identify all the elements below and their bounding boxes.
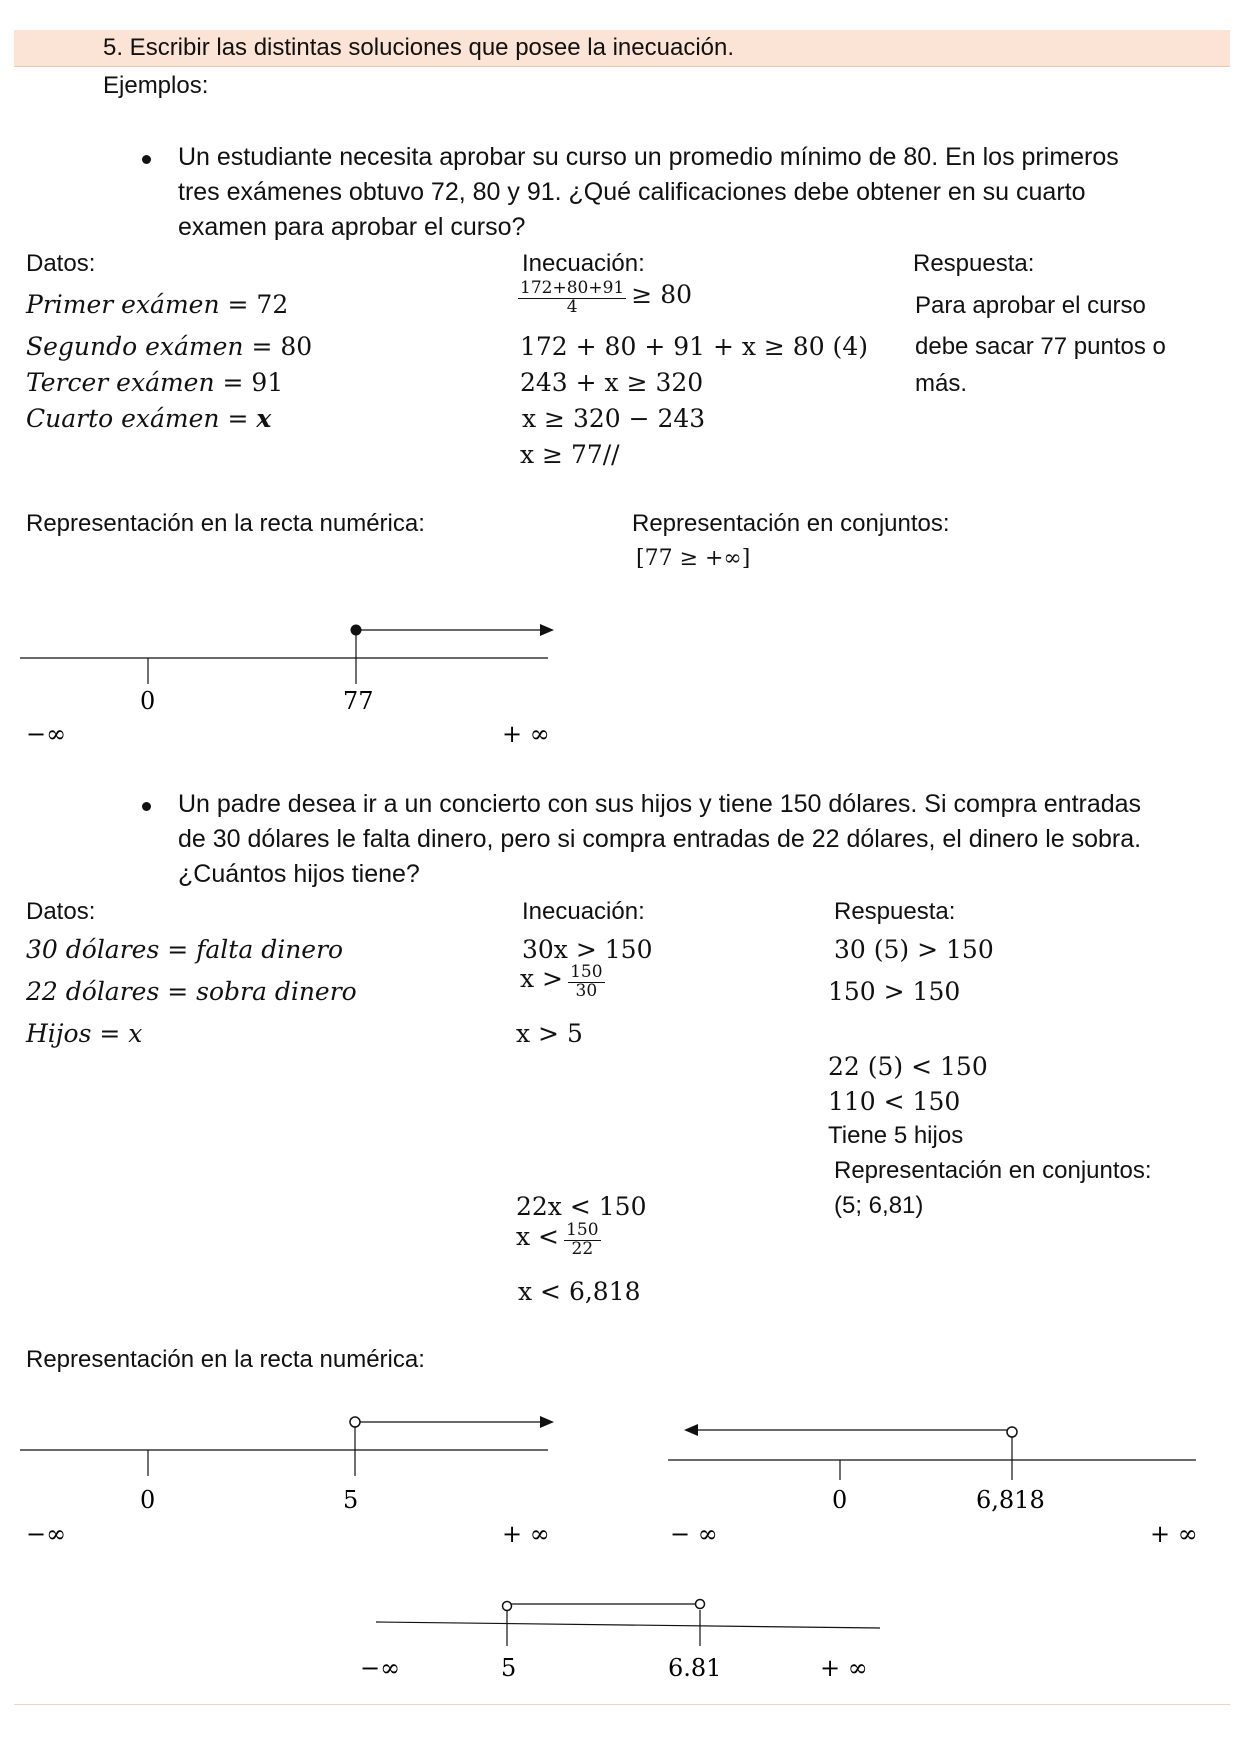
number-line-2b <box>660 1400 1220 1560</box>
line2c-open-dot-left <box>503 1602 512 1611</box>
respuesta2-label: Respuesta: <box>834 898 956 925</box>
dato2-hijos: Hijos = x <box>26 1019 143 1048</box>
conjuntos1-label: Representación en conjuntos: <box>632 510 950 537</box>
problem1-line2: tres exámenes obtuvo 72, 80 y 91. ¿Qué calificaciones debe obtener en su cuarto <box>178 178 1086 206</box>
bullet-1 <box>142 155 151 164</box>
conjuntos2-label: Representación en conjuntos: <box>834 1157 1152 1184</box>
respuesta1-line3: más. <box>915 370 968 397</box>
inecuacion2-ineq2: 22x < 150 <box>516 1192 647 1221</box>
line2a-pos-inf: + ∞ <box>502 1520 550 1548</box>
recta2-label: Representación en la recta numérica: <box>26 1346 425 1373</box>
check-3: 22 (5) < 150 <box>828 1052 988 1081</box>
line1-zero-label: 0 <box>140 687 156 715</box>
line2b-arrowhead <box>684 1424 698 1436</box>
datos1-label: Datos: <box>26 250 96 277</box>
line2c-open-dot-right <box>696 1600 705 1609</box>
footer-rule <box>14 1704 1230 1705</box>
check-4: 110 < 150 <box>828 1087 961 1116</box>
number-line-2a <box>0 1400 600 1560</box>
problem2-line2: de 30 dólares le falta dinero, pero si compra entradas de 22 dólares, el dinero le sobra. <box>178 825 1142 853</box>
answer-2: Tiene 5 hijos <box>828 1122 964 1149</box>
conjunto2-value: (5; 6,81) <box>834 1192 924 1219</box>
line2b-pos-inf: + ∞ <box>1150 1520 1198 1548</box>
conjunto1-value: [77 ≥ +∞] <box>636 546 751 571</box>
respuesta1-line2: debe sacar 77 puntos o <box>915 333 1166 360</box>
inecuacion1-step4: x ≥ 77// <box>520 440 620 469</box>
line2a-zero-label: 0 <box>140 1486 156 1514</box>
line2c-left-label: 5 <box>501 1654 517 1682</box>
respuesta1-label: Respuesta: <box>913 250 1035 277</box>
datos2-label: Datos: <box>26 898 96 925</box>
dato1-primer: Primer exámen = 72 <box>26 290 289 319</box>
line2c-axis <box>376 1622 880 1628</box>
inecuacion2-ineq1: 30x > 150 <box>522 935 653 964</box>
inecuacion1-step1: 172 + 80 + 91 + x ≥ 80 (4) <box>520 332 868 361</box>
line2a-point-label: 5 <box>343 1486 359 1514</box>
section-heading: 5. Escribir las distintas soluciones que posee la inecuación. <box>103 34 735 61</box>
examples-label: Ejemplos: <box>103 72 209 99</box>
dato1-segundo: Segundo exámen = 80 <box>26 332 313 361</box>
inecuacion1-fraction: $\frac{172+80+91}{4}$ ≥ 80 <box>520 278 693 317</box>
problem2-line3: ¿Cuántos hijos tiene? <box>178 860 420 888</box>
inecuacion1-step3: x ≥ 320 − 243 <box>522 404 706 433</box>
line1-closed-dot <box>351 625 362 636</box>
inecuacion2-result1: x > 5 <box>516 1019 583 1048</box>
line2b-neg-inf: − ∞ <box>670 1520 718 1548</box>
inecuacion2-result2: x < 6,818 <box>518 1277 641 1306</box>
line1-pos-inf: + ∞ <box>502 720 550 748</box>
line2a-arrowhead <box>540 1416 554 1428</box>
check-2: 150 > 150 <box>828 977 961 1006</box>
bullet-2 <box>142 802 151 811</box>
dato2-22: 22 dólares = sobra dinero <box>26 977 357 1006</box>
line1-point-label: 77 <box>343 687 374 715</box>
dato1-tercer: Tercer exámen = 91 <box>26 368 284 397</box>
dato2-30: 30 dólares = falta dinero <box>26 935 344 964</box>
inecuacion2-frac2: x < $\frac{150}{22}$ <box>516 1220 599 1259</box>
line2c-neg-inf: −∞ <box>360 1654 401 1682</box>
inecuacion2-label: Inecuación: <box>522 898 645 925</box>
dato1-cuarto: Cuarto exámen = x <box>26 404 272 433</box>
line2c-right-label: 6.81 <box>668 1654 722 1682</box>
inecuacion1-label: Inecuación: <box>522 250 645 277</box>
problem1-line1: Un estudiante necesita aprobar su curso un promedio mínimo de 80. En los primeros <box>178 143 1119 171</box>
line2c-pos-inf: + ∞ <box>820 1654 868 1682</box>
number-line-1 <box>0 600 600 760</box>
inecuacion1-step2: 243 + x ≥ 320 <box>520 368 704 397</box>
line1-neg-inf: −∞ <box>26 720 67 748</box>
line2b-zero-label: 0 <box>832 1486 848 1514</box>
line2b-open-dot <box>1007 1427 1017 1437</box>
line2a-open-dot <box>350 1417 360 1427</box>
line2a-neg-inf: −∞ <box>26 1520 67 1548</box>
respuesta1-line1: Para aprobar el curso <box>915 292 1146 319</box>
problem1-line3: examen para aprobar el curso? <box>178 213 526 241</box>
recta1-label: Representación en la recta numérica: <box>26 510 425 537</box>
line1-arrowhead <box>540 624 554 636</box>
line2b-point-label: 6,818 <box>976 1486 1045 1514</box>
check-1: 30 (5) > 150 <box>834 935 994 964</box>
problem2-line1: Un padre desea ir a un concierto con sus hijos y tiene 150 dólares. Si compra entradas <box>178 790 1142 818</box>
inecuacion2-frac1: x > $\frac{150}{30}$ <box>520 962 603 1001</box>
number-line-2c <box>360 1580 900 1700</box>
